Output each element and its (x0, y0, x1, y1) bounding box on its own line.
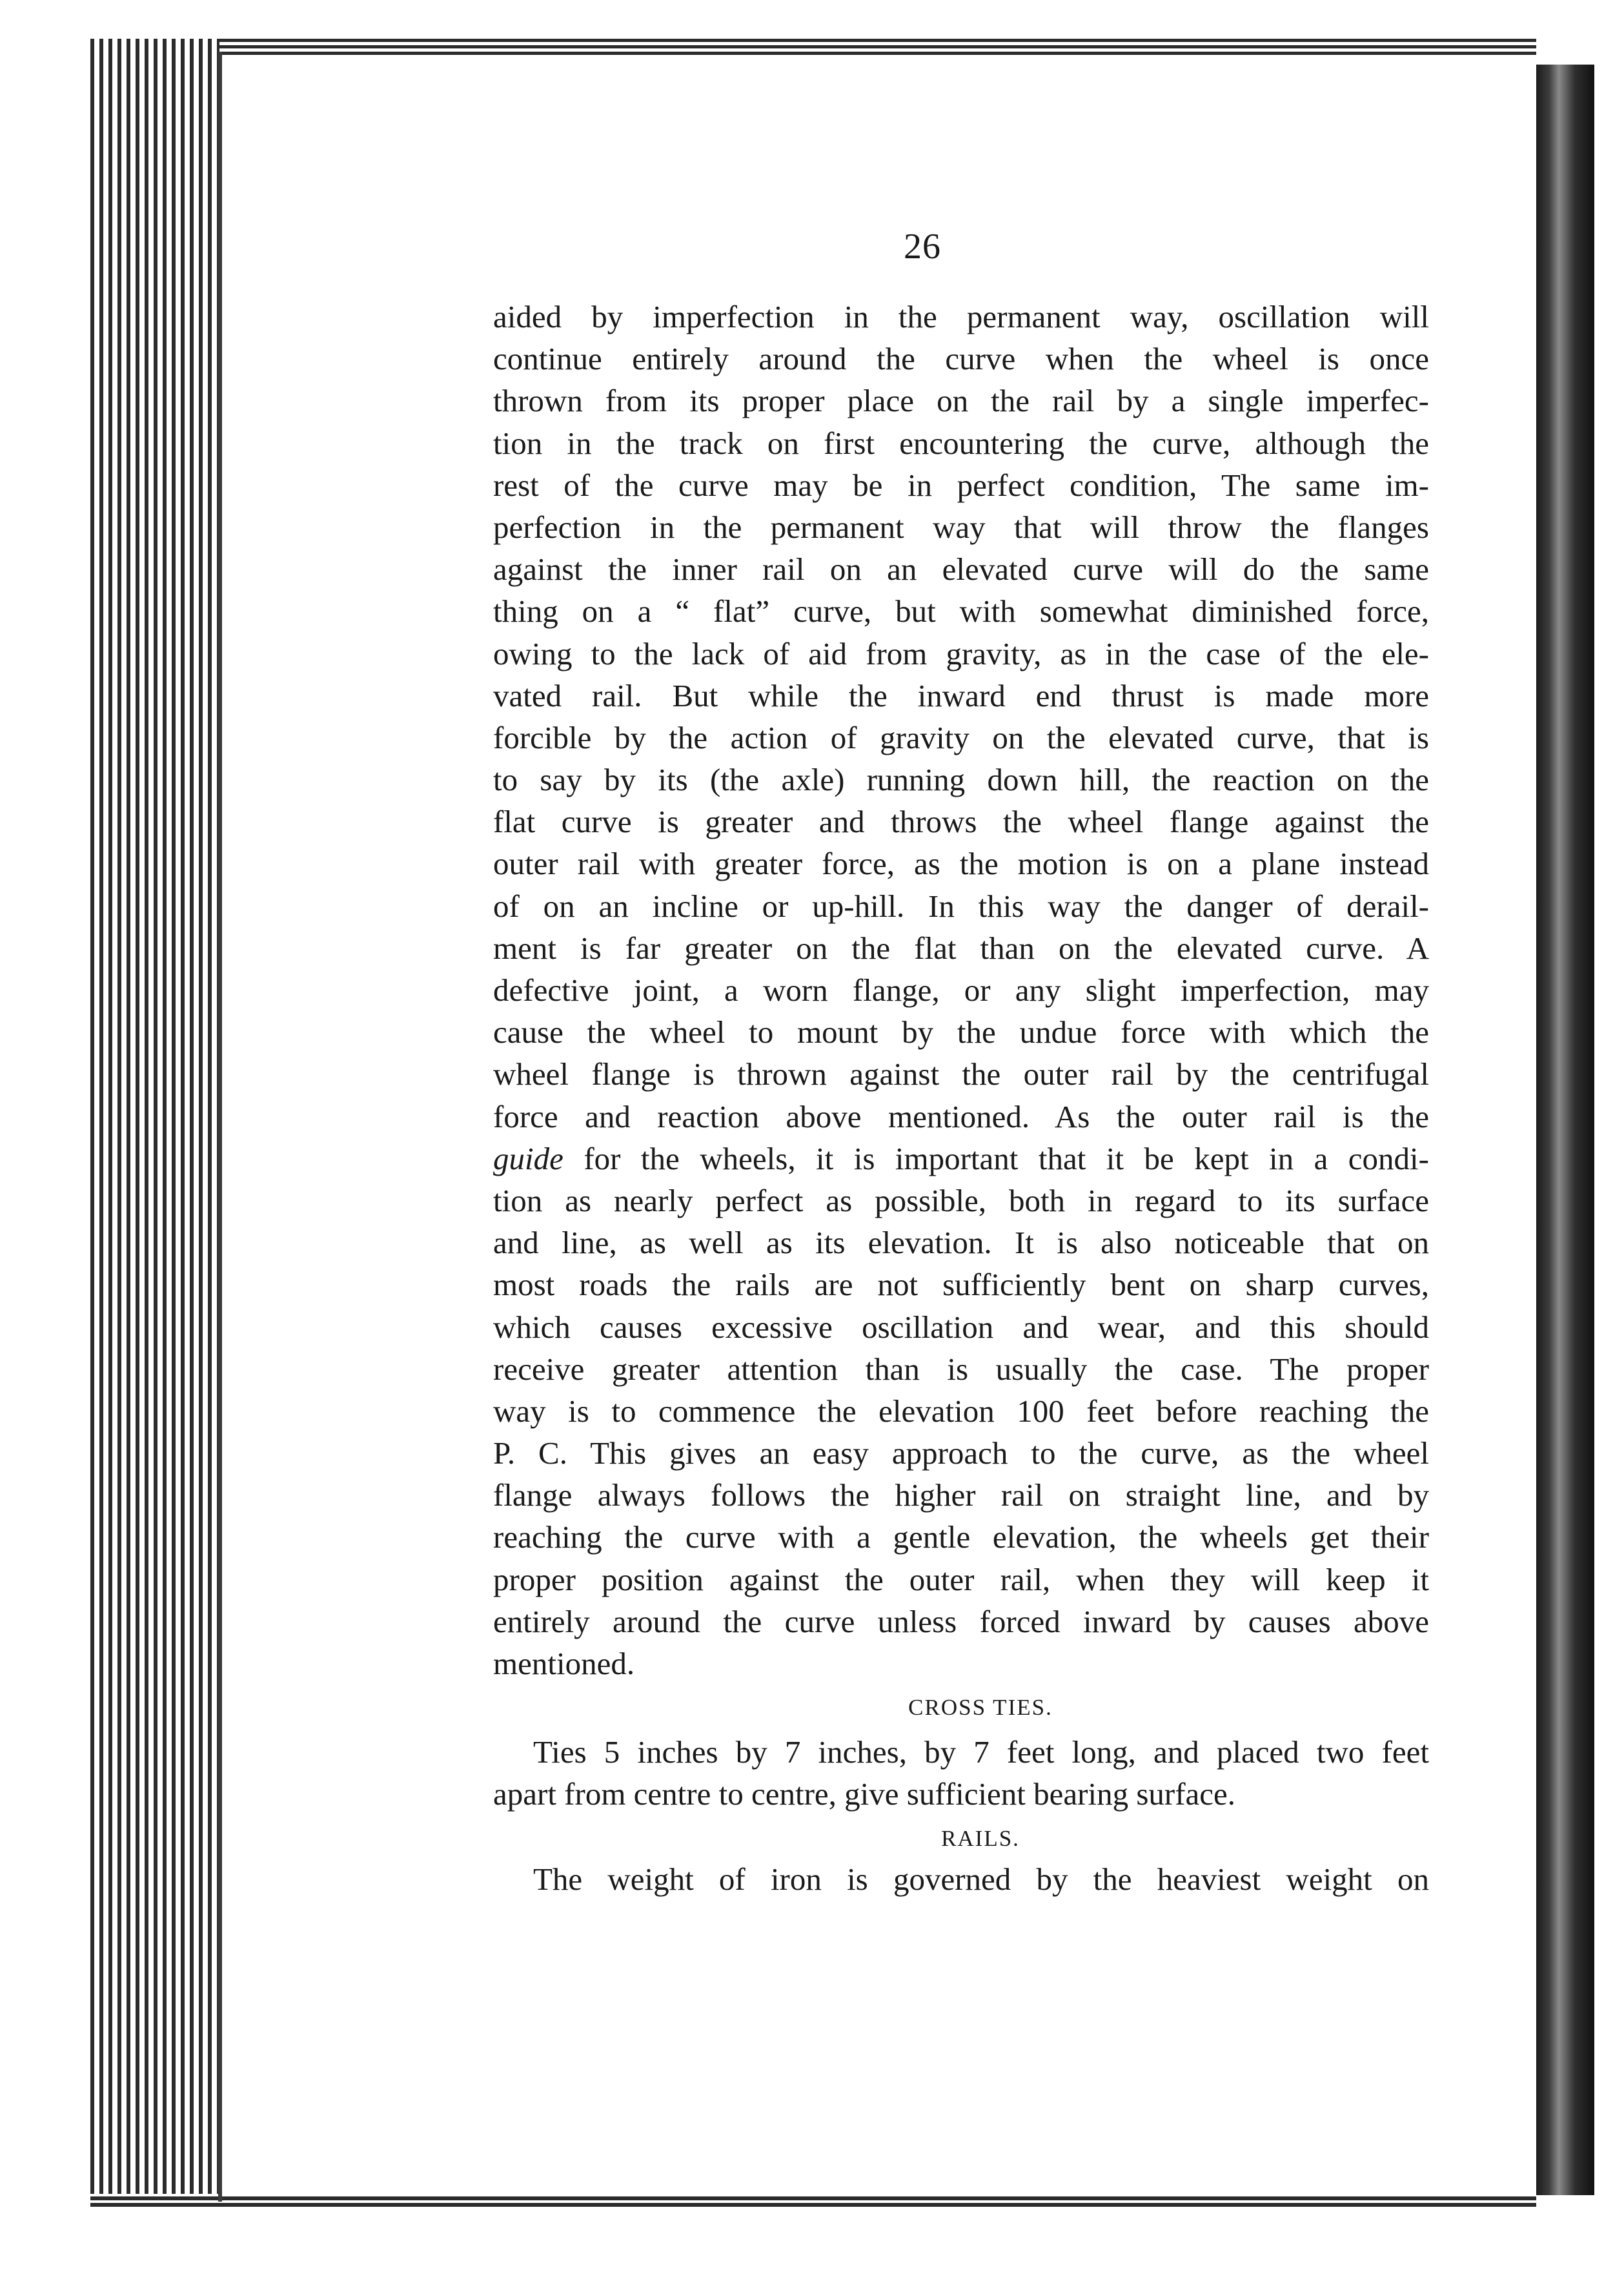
text-line: most roads the rails are not sufficiently bent on sharp curves, (493, 1267, 1429, 1303)
text-line: perfection in the permanent way that will throw the flanges (493, 509, 1429, 545)
italic-word: guide (493, 1140, 563, 1176)
text-line: apart from centre to centre, give sufficient bearing surface. (493, 1776, 1236, 1812)
continued-paragraph (493, 296, 1429, 1684)
text-line-rest: for the wheels, it is important that it be kept in a condi- (563, 1140, 1429, 1176)
page-body (493, 296, 1429, 1900)
text-line: thing on a “ flat” curve, but with somewhat diminished force, (493, 593, 1429, 629)
text-line-with-italic (493, 1138, 1429, 1180)
text-line: wheel flange is thrown against the outer rail by the centrifugal (493, 1056, 1429, 1092)
text-line: flange always follows the higher rail on straight line, and by (493, 1477, 1429, 1513)
text-line: mentioned. (493, 1646, 635, 1681)
book-edge-right (1536, 65, 1594, 2195)
text-line: tion as nearly perfect as possible, both in regard to its surface (493, 1182, 1429, 1218)
text-line: to say by its (the axle) running down hill, the reaction on the (493, 762, 1429, 798)
text-line: continue entirely around the curve when the wheel is once (493, 341, 1429, 377)
book-edge-bottom (90, 2194, 1536, 2208)
book-edge-left (90, 39, 219, 2202)
section-heading: RAILS. (941, 1825, 1020, 1851)
text-line: Ties 5 inches by 7 inches, by 7 feet long, and placed two feet (533, 1734, 1429, 1770)
text-line: entirely around the curve unless forced inward by causes above (493, 1603, 1429, 1639)
text-line: reaching the curve with a gentle elevation, the wheels get their (493, 1519, 1429, 1555)
text-line: vated rail. But while the inward end thrust is made more (493, 677, 1429, 713)
text-line: outer rail with greater force, as the motion is on a plane instead (493, 846, 1429, 882)
text-line: cause the wheel to mount by the undue force with which the (493, 1014, 1429, 1050)
text-line: owing to the lack of aid from gravity, as in the case of the ele- (493, 635, 1429, 671)
text-line: thrown from its proper place on the rail by a single imperfec- (493, 383, 1429, 419)
text-line: flat curve is greater and throws the wheel flange against the (493, 804, 1429, 840)
section-heading: CROSS TIES. (908, 1695, 1053, 1721)
section-rails (493, 1819, 1429, 1900)
text-line: P. C. This gives an easy approach to the curve, as the wheel (493, 1435, 1429, 1471)
text-line: rest of the curve may be in perfect condition, The same im- (493, 467, 1429, 503)
text-line: The weight of iron is governed by the heaviest weight on (533, 1861, 1429, 1897)
text-line: which causes excessive oscillation and wear, and this should (493, 1309, 1429, 1345)
text-line: forcible by the action of gravity on the elevated curve, that is (493, 719, 1429, 755)
page-number: 26 (904, 227, 941, 267)
text-line: against the inner rail on an elevated curve will do the same (493, 551, 1429, 588)
text-line: defective joint, a worn flange, or any slight imperfection, may (493, 972, 1429, 1008)
text-line: and line, as well as its elevation. It is also noticeable that on (493, 1225, 1429, 1261)
page-gutter-line (218, 52, 222, 2202)
text-line: tion in the track on first encountering the curve, although the (493, 425, 1429, 461)
text-line: way is to commence the elevation 100 feet before reaching the (493, 1393, 1429, 1429)
text-line: aided by imperfection in the permanent way, oscillation will (493, 299, 1429, 334)
section-cross-ties (493, 1688, 1429, 1815)
text-line: receive greater attention than is usually the case. The proper (493, 1351, 1429, 1387)
book-edge-top (90, 39, 1536, 57)
text-line: ment is far greater on the flat than on the elevated curve. A (493, 930, 1429, 966)
text-line: of on an incline or up-hill. In this way the danger of derail- (493, 888, 1429, 924)
text-line: proper position against the outer rail, when they will keep it (493, 1561, 1429, 1597)
text-line: force and reaction above mentioned. As the outer rail is the (493, 1098, 1429, 1134)
